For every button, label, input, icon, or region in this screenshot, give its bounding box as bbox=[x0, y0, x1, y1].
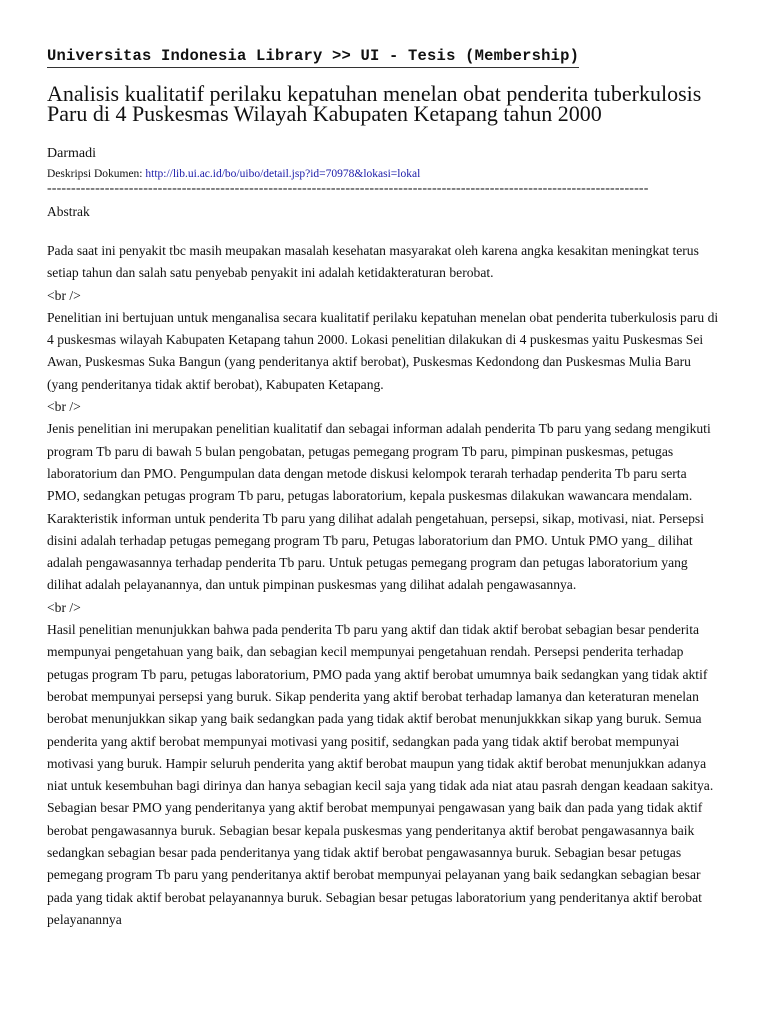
abstract-paragraph: Jenis penelitian ini merupakan penelitian kualitatif dan sebagai informan adalah penderita Tb paru yang sedang mengikuti program Tb paru di bawah 5 bulan pengobatan, petugas pemegang program Tb paru, pimpinan puskesmas, petugas laboratorium dan PMO. Pengumpulan data dengan metode diskusi kelompok terarah terhadap penderita Tb paru serta PMO, sedangkan petugas program Tb paru, petugas laboratorium, kepala puskesmas dilakukan wawancara mendalam. Karakteristik informan untuk penderita Tb paru yang dilihat adalah pengetahuan, persepsi, sikap, motivasi, niat. Persepsi disini adalah terhadap petugas pemegang program Tb paru, Petugas laboratorium dan PMO. Untuk PMO yang_ dilihat adalah pengawasannya terhadap penderita Tb paru. Untuk petugas pemegang program dan petugas laboratorium yang dilihat adalah pelayanannya, dan untuk pimpinan puskesmas yang dilihat adalah pengawasannya. bbox=[47, 421, 711, 593]
line-break-text: <br /> bbox=[47, 399, 81, 415]
abstract-paragraph: Hasil penelitian menunjukkan bahwa pada penderita Tb paru yang aktif dan tidak aktif berobat sebagian besar penderita mempunyai pengetahuan yang baik, dan sebagian kecil mempunyai pengetahuan rendah. Persepsi penderita terhadap petugas program Tb paru, petugas laboratorium, PMO pada yang aktif berobat umumnya baik sedangkan yang tidak aktif berobat mempunyai persepsi yang buruk. Sikap penderita yang aktif berobat terhadap lamanya dan keteraturan menelan berobat menunjukkan sikap yang baik sedangkan pada yang tidak aktif berobat menunjukkkan sikap yang buruk. Semua penderita yang aktif berobat mempunyai motivasi yang positif, sedangkan pada yang tidak aktif berobat mempunyai motivasi yang buruk. Hampir seluruh penderita yang aktif berobat maupun yang tidak aktif berobat menunjukkan adanya niat untuk kesembuhan bagi dirinya dan hanya sebagian kecil saja yang tidak ada niat atau pasrah dengan keadaan sakitya. Sebagian besar PMO yang penderitanya yang aktif berobat mempunyai pengawasan yang baik dan pada yang tidak aktif berobat pengawasannya buruk. Sebagian besar kepala puskesmas yang penderitanya aktif berobat pengawasannya baik sedangkan sebagian besar pada penderitanya yang tidak aktif berobat pengawasannya buruk. Sebagian besar petugas pemegang program Tb paru yang penderitanya aktif berobat mempunyai pelayanan yang baik sedangkan sebagian besar pada yang tidak aktif berobat pelayanannya buruk. Sebagian besar petugas laboratorium yang penderitanya aktif berobat pelayanannya bbox=[47, 622, 714, 927]
abstract-paragraph: Penelitian ini bertujuan untuk menganalisa secara kualitatif perilaku kepatuhan menelan obat penderita tuberkulosis paru di 4 puskesmas wilayah Kabupaten Ketapang tahun 2000. Lokasi penelitian dilakukan di 4 puskesmas yaitu Puskesmas Sei Awan, Puskesmas Suka Bangun (yang penderitanya aktif berobat), Puskesmas Kedondong dan Puskesmas Mulia Baru (yang penderitanya tidak aktif berobat), Kabupaten Ketapang. bbox=[47, 309, 719, 392]
separator-line: ----------------------------------------------------------------------------------------------------------------------------- bbox=[47, 181, 649, 196]
abstract-body bbox=[47, 240, 722, 931]
document-author: Darmadi bbox=[47, 146, 96, 161]
document-title: Analisis kualitatif perilaku kepatuhan menelan obat penderita tuberkulosis Paru di 4 Puskesmas Wilayah Kabupaten Ketapang tahun 2000 bbox=[47, 81, 702, 126]
description-link[interactable]: http://lib.ui.ac.id/bo/uibo/detail.jsp?id=70978&lokasi=lokal bbox=[145, 168, 421, 180]
line-break-text: <br /> bbox=[47, 287, 81, 303]
abstract-paragraph: Pada saat ini penyakit tbc masih meupakan masalah kesehatan masyarakat oleh karena angka kesakitan meningkat terus setiap tahun dan salah satu penyebab penyakit ini adalah ketidakteraturan berobat. bbox=[47, 243, 699, 281]
site-header[interactable]: Universitas Indonesia Library >> UI - Tesis (Membership) bbox=[47, 47, 579, 68]
document-description bbox=[47, 168, 420, 180]
line-break-text: <br /> bbox=[47, 599, 81, 615]
description-label: Deskripsi Dokumen: bbox=[47, 168, 146, 180]
abstract-label: Abstrak bbox=[47, 204, 90, 219]
